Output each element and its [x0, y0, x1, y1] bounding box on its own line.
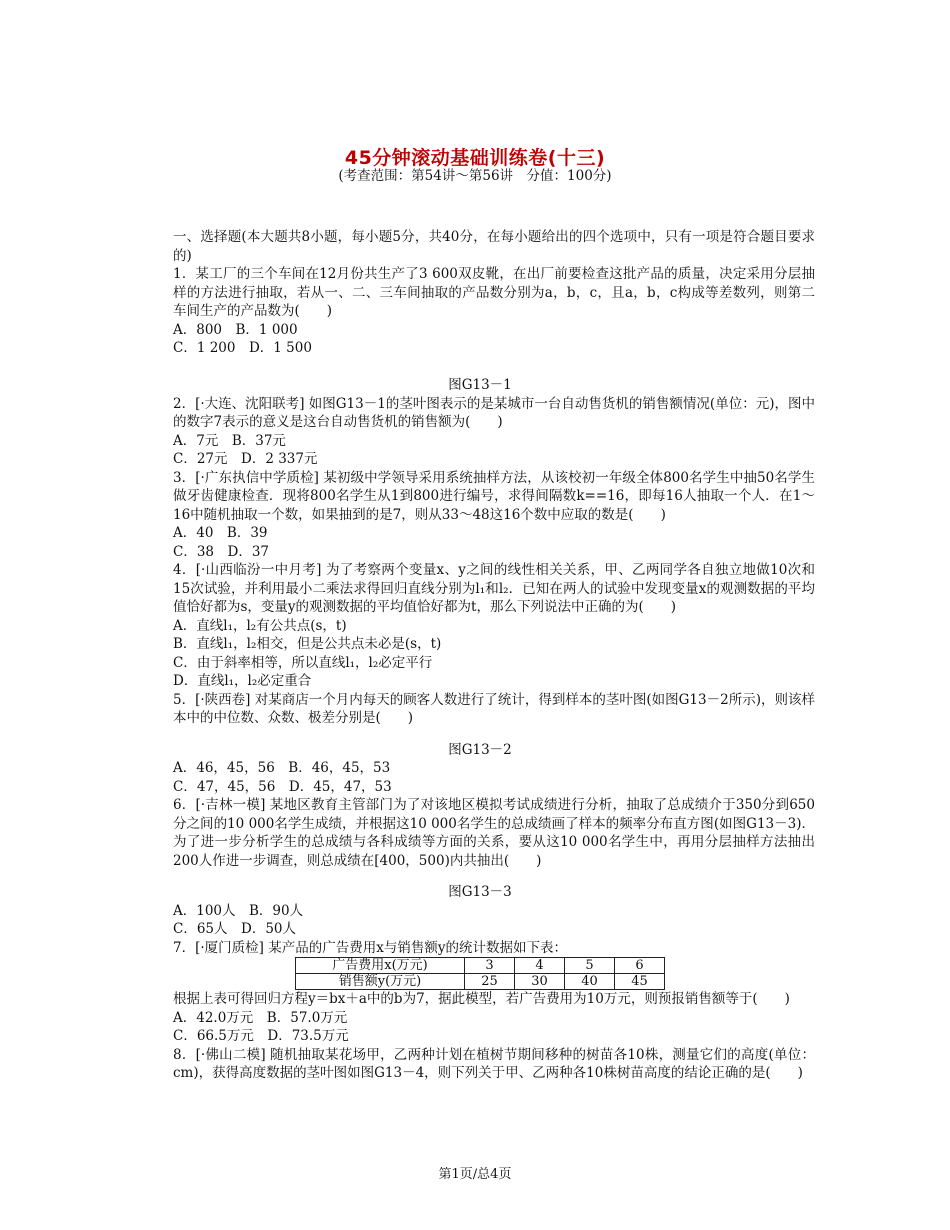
figure-1-caption: 图G13－1: [448, 377, 512, 393]
table-cell: 30: [515, 974, 565, 990]
question-2-options-ab: A．7元 B．37元: [173, 432, 286, 449]
table-cell: 25: [465, 974, 515, 990]
question-4-option-d: D．直线l₁，l₂必定重合: [173, 673, 312, 689]
question-2-text: 2．[·大连、沈阳联考] 如图G13－1的茎叶图表示的是某城市一台自动售货机的销售额情况(单位：元)，图中的数字7表示的意义是这台自动售货机的销售额为( ): [173, 395, 815, 430]
question-7-options-ab: A．42.0万元 B．57.0万元: [173, 1009, 348, 1026]
question-3-options-cd: C．38 D．37: [173, 543, 270, 560]
question-1-options-ab: A．800 B．1 000: [173, 321, 298, 338]
question-1-text: 1．某工厂的三个车间在12月份共生产了3 600双皮靴，在出厂前要检查这批产品的质量，决定采用分层抽样的方法进行抽取，若从一、二、三车间抽取的产品数分别为a，b，c，且a，b，c构成等差数列，则第二车间生产的产品数为( ): [173, 266, 815, 319]
figure-3-space: [145, 870, 815, 883]
section-intro: 一、选择题(本大题共8小题，每小题5分，共40分，在每小题给出的四个选项中，只有一项是符合题目要求的): [173, 229, 815, 264]
question-5-options-cd: C．47，45，56 D．45，47，53: [173, 778, 392, 795]
table-row-label: 广告费用x(万元): [296, 958, 465, 974]
table-row: [296, 958, 665, 974]
page-subtitle: (考查范围：第54讲～第56讲 分值：100分): [338, 168, 612, 184]
question-8-text: 8．[·佛山二模] 随机抽取某花场甲，乙两种计划在植树节期间移种的树苗各10株，测量它们的高度(单位：cm)，获得高度数据的茎叶图如图G13－4，则下列关于甲、乙两种各10株树苗高度的结论正确的是( ): [173, 1046, 815, 1081]
question-7-text: 7．[·厦门质检] 某产品的广告费用x与销售额y的统计数据如下表：: [173, 939, 567, 956]
question-4-text: 4．[·山西临汾一中月考] 为了考察两个变量x、y之间的线性相关关系，甲、乙两同学各自独立地做10次和15次试验，并利用最小二乘法求得回归直线分别为l₁和l₂．已知在两人的试验中发现变量x的观测数据的平均值恰好都为s，变量y的观测数据的平均值恰好都为t，那么下列说法中正确的为( ): [173, 562, 815, 615]
question-6-options-ab: A．100人 B．90人: [173, 902, 304, 919]
table-cell: 4: [515, 958, 565, 974]
table-row: [296, 974, 665, 990]
figure-1-space: [145, 358, 815, 377]
figure-2-space: [145, 728, 815, 741]
question-5-text: 5．[·陕西卷] 对某商店一个月内每天的顾客人数进行了统计，得到样本的茎叶图(如图G13－2所示)，则该样本中的中位数、众数、极差分别是( ): [173, 691, 815, 726]
page-title: 45分钟滚动基础训练卷(十三): [344, 147, 606, 169]
question-3-options-ab: A．40 B．39: [173, 525, 268, 541]
question-4-option-c: C．由于斜率相等，所以直线l₁，l₂必定平行: [173, 654, 433, 671]
ad-sales-table: [295, 957, 665, 990]
question-6-text: 6．[·吉林一模] 某地区教育主管部门为了对该地区模拟考试成绩进行分析，抽取了总成绩介于350分到650分之间的10 000名学生成绩，并根据这10 000名学生的总成绩画了样本的频率分布直方图(如图G13－3)．为了进一步分析学生的总成绩与各科成绩等方面的关系，要从这10 000名学生中，再用分层抽样方法抽出200人作进一步调查，则总成绩在[400，500)内共抽出( ): [173, 797, 815, 869]
table-cell: 6: [615, 958, 665, 974]
question-1-options-cd: C．1 200 D．1 500: [173, 340, 312, 356]
question-4-option-b: B．直线l₁，l₂相交，但是公共点未必是(s，t): [173, 636, 442, 652]
table-cell: 45: [615, 974, 665, 990]
question-3-text: 3．[·广东执信中学质检] 某初级中学领导采用系统抽样方法，从该校初一年级全体800名学生中抽50名学生做牙齿健康检查．现将800名学生从1到800进行编号，求得间隔数k==16，即每16人抽取一个人．在1～16中随机抽取一个数，如果抽到的是7，则从33～48这16个数中应取的数是( ): [173, 469, 815, 523]
figure-2-caption: 图G13－2: [448, 741, 512, 758]
table-row-label: 销售额y(万元): [296, 974, 465, 990]
table-cell: 3: [465, 958, 515, 974]
table-cell: 40: [565, 974, 615, 990]
figure-3-caption: 图G13－3: [448, 884, 512, 900]
question-4-option-a: A．直线l₁，l₂有公共点(s，t): [173, 617, 347, 634]
question-content: [145, 228, 815, 1083]
question-6-options-cd: C．65人 D．50人: [173, 921, 297, 937]
question-2-options-cd: C．27元 D．2 337元: [173, 451, 318, 467]
question-5-options-ab: A．46，45，56 B．46，45，53: [173, 760, 391, 776]
page-footer: 第1页/总4页: [438, 1167, 512, 1182]
question-7-options-cd: C．66.5万元 D．73.5万元: [173, 1028, 349, 1044]
question-7-followup: 根据上表可得回归方程y＝bx＋a中的b为7，据此模型，若广告费用为10万元，则预报销售额等于( ): [173, 991, 790, 1007]
table-cell: 5: [565, 958, 615, 974]
